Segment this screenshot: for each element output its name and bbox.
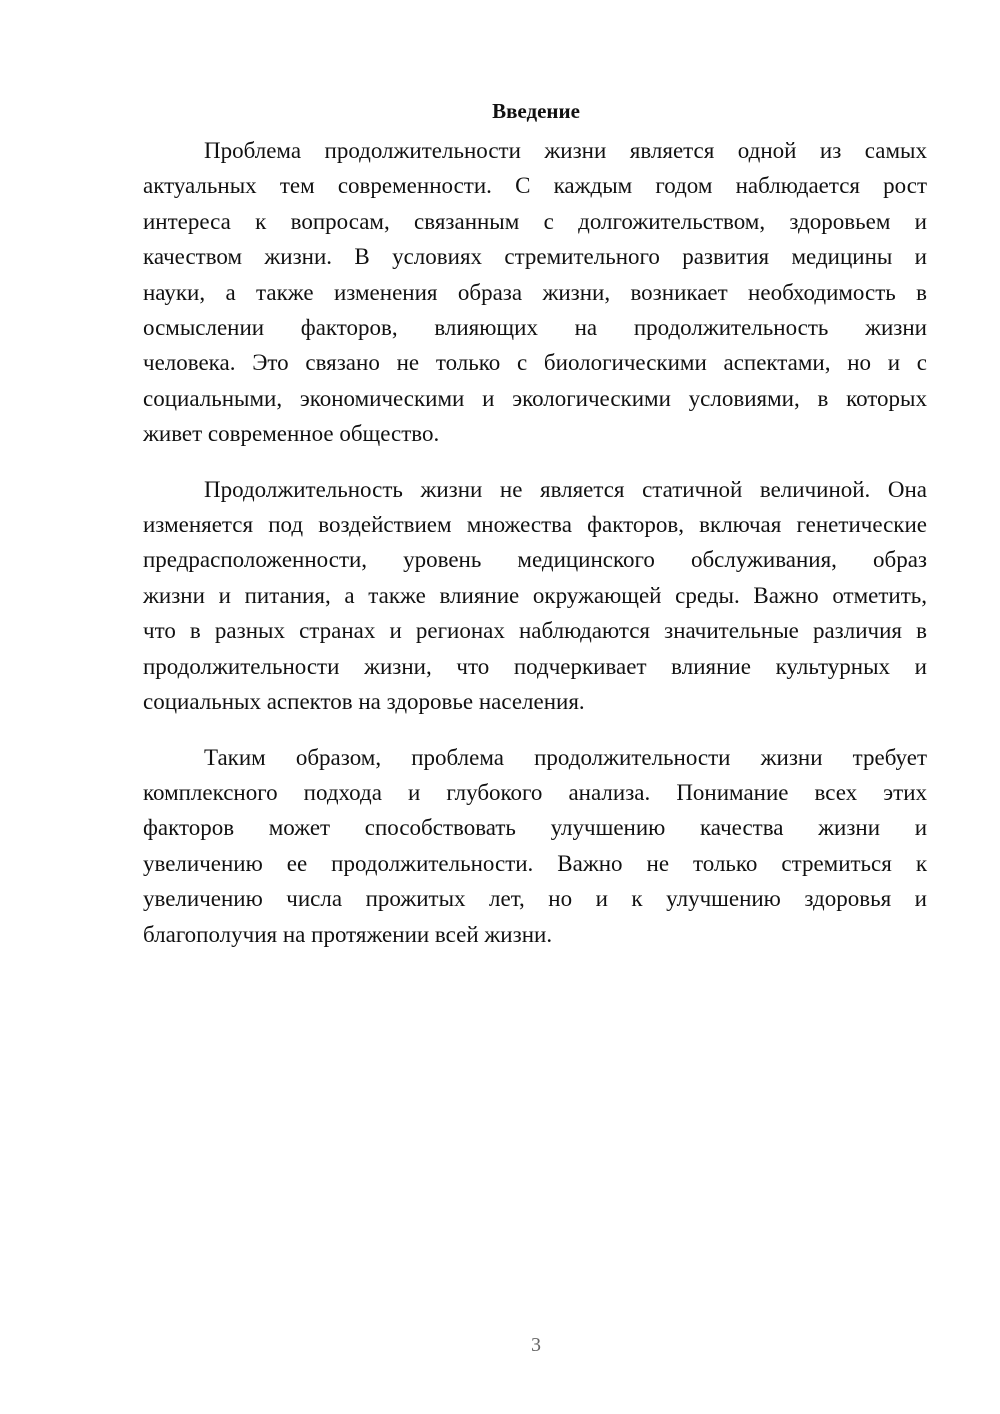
document-body (143, 96, 927, 972)
text-line: осмыслении факторов, влияющих на продолжительность жизни (143, 315, 927, 341)
text-line: жизни и питания, а также влияние окружающей среды. Важно отметить, (143, 582, 927, 608)
paragraph-2 (143, 472, 927, 720)
text-line: науки, а также изменения образа жизни, возникает необходимость в (143, 279, 927, 305)
section-heading: Введение (492, 99, 580, 123)
text-line: человека. Это связано не только с биологическими аспектами, но и с (143, 350, 927, 376)
text-line: актуальных тем современности. С каждым годом наблюдается рост (143, 173, 927, 199)
page-number: 3 (531, 1334, 541, 1356)
text-line: социальными, экономическими и экологическими условиями, в которых (143, 385, 927, 411)
text-line: факторов может способствовать улучшению качества жизни и (143, 815, 927, 841)
text-line: что в разных странах и регионах наблюдаются значительные различия в (143, 618, 927, 644)
text-line: Продолжительность жизни не является статичной величиной. Она (204, 476, 927, 502)
text-line: живет современное общество. (143, 421, 440, 447)
text-line: благополучия на протяжении всей жизни. (143, 921, 553, 947)
text-line: качеством жизни. В условиях стремительного развития медицины и (143, 244, 927, 270)
paragraph-1 (143, 133, 927, 452)
paragraph-3 (143, 740, 927, 952)
text-line: социальных аспектов на здоровье населения. (143, 689, 585, 715)
text-line: увеличению ее продолжительности. Важно не только стремиться к (143, 850, 927, 876)
text-line: Таким образом, проблема продолжительности жизни требует (204, 744, 927, 770)
text-line: продолжительности жизни, что подчеркивает влияние культурных и (143, 653, 927, 679)
text-line: комплексного подхода и глубокого анализа. Понимание всех этих (143, 779, 927, 805)
text-line: увеличению числа прожитых лет, но и к улучшению здоровья и (143, 886, 927, 912)
text-line: изменяется под воздействием множества факторов, включая генетические (143, 512, 927, 538)
text-line: интереса к вопросам, связанным с долгожительством, здоровьем и (143, 208, 927, 234)
text-line: Проблема продолжительности жизни является одной из самых (204, 138, 927, 163)
text-line: предрасположенности, уровень медицинского обслуживания, образ (143, 547, 927, 573)
